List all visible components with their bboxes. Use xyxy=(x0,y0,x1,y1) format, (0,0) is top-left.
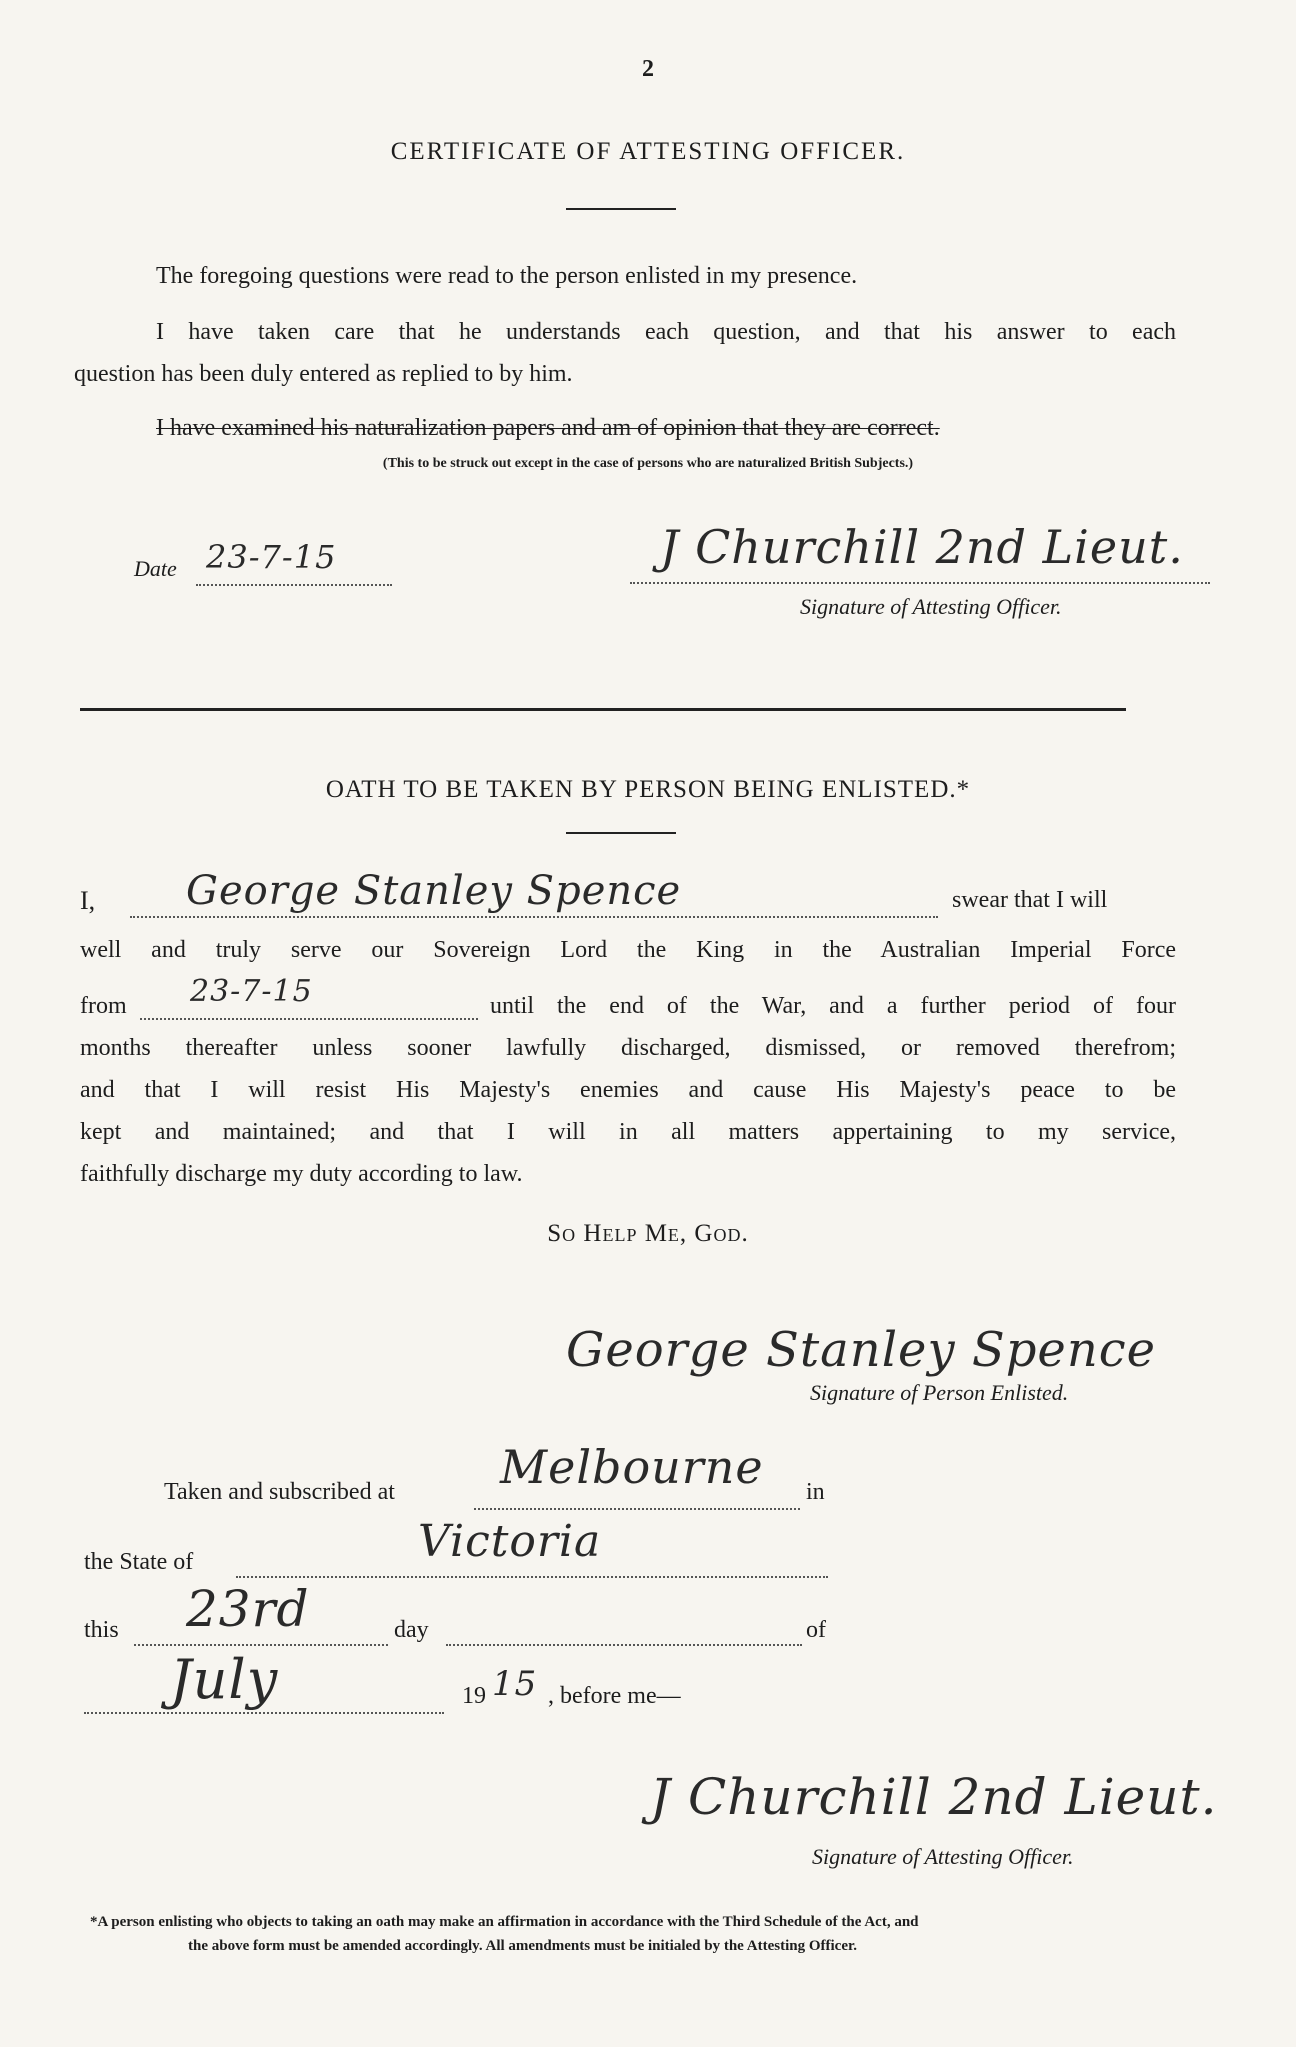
enlistee-name-line xyxy=(130,916,938,918)
month-value: July xyxy=(170,1648,279,1711)
oath-from-label: from xyxy=(80,993,127,1019)
title-divider xyxy=(566,208,676,210)
oath-i-label: I, xyxy=(80,886,96,915)
certificate-para2-line2: question has been duly entered as replied to by him. xyxy=(74,361,573,387)
footnote-line2: the above form must be amended accordingly. All amendments must be initialed by the Attesting Officer. xyxy=(188,1938,858,1954)
year-prefix: 19 xyxy=(462,1683,486,1709)
footnote-line1: *A person enlisting who objects to taking an oath may make an affirmation in accordance with the Third Schedule of the Act, and xyxy=(90,1914,919,1930)
date-label: Date xyxy=(134,556,177,581)
state-label: the State of xyxy=(84,1549,194,1575)
date-value: 23-7-15 xyxy=(206,538,337,576)
officer-signature-label-2: Signature of Attesting Officer. xyxy=(812,1844,1074,1869)
enlistee-signature-label: Signature of Person Enlisted. xyxy=(810,1380,1069,1405)
certificate-title: CERTIFICATE OF ATTESTING OFFICER. xyxy=(390,138,906,165)
certificate-para3-struck: I have examined his naturalization papers and am of opinion that they are correct. xyxy=(156,415,940,441)
enlistee-name: George Stanley Spence xyxy=(186,868,682,914)
certificate-para2-line1: I have taken care that he understands each question, and that his answer to each xyxy=(156,319,1176,345)
taken-label: Taken and subscribed at xyxy=(164,1479,395,1505)
officer-signature-line xyxy=(630,582,1210,584)
naturalization-note: (This to be struck out except in the case of persons who are naturalized British Subjects.) xyxy=(382,456,914,471)
oath-from-date: 23-7-15 xyxy=(190,974,313,1009)
oath-line6: kept and maintained; and that I will in all matters appertaining to my service, xyxy=(80,1119,1176,1145)
from-date-line xyxy=(140,1018,478,1020)
day-label: day xyxy=(394,1617,429,1643)
officer-signature-label: Signature of Attesting Officer. xyxy=(800,594,1062,619)
certificate-para1: The foregoing questions were read to the person enlisted in my presence. xyxy=(156,263,858,289)
year-suffix: 15 xyxy=(492,1664,538,1704)
enlistee-signature: George Stanley Spence xyxy=(566,1322,1157,1378)
in-label: in xyxy=(806,1479,825,1505)
section-separator xyxy=(80,708,1126,711)
date-line xyxy=(196,584,392,586)
oath-title: OATH TO BE TAKEN BY PERSON BEING ENLISTED.* xyxy=(325,776,971,803)
oath-line3-rest: until the end of the War, and a further period of four xyxy=(490,993,1176,1019)
oath-title-divider xyxy=(566,832,676,834)
month-line xyxy=(84,1712,444,1714)
before-me: , before me— xyxy=(548,1683,681,1709)
state-line xyxy=(236,1576,828,1578)
oath-closing: So Help Me, God. xyxy=(547,1220,749,1247)
officer-signature: J Churchill 2nd Lieut. xyxy=(660,520,1184,574)
state-value: Victoria xyxy=(418,1516,602,1567)
oath-line5: and that I will resist His Majesty's enemies and cause His Majesty's peace to be xyxy=(80,1077,1176,1103)
of-label: of xyxy=(806,1617,826,1643)
day-line xyxy=(134,1644,388,1646)
oath-swear: swear that I will xyxy=(952,887,1108,913)
month-span-line xyxy=(446,1644,802,1646)
place-value: Melbourne xyxy=(500,1440,764,1494)
this-label: this xyxy=(84,1617,119,1643)
page-number: 2 xyxy=(642,56,654,82)
officer-signature-2: J Churchill 2nd Lieut. xyxy=(650,1768,1218,1826)
oath-line7: faithfully discharge my duty according to law. xyxy=(80,1161,523,1187)
oath-line4: months thereafter unless sooner lawfully discharged, dismissed, or removed therefrom; xyxy=(80,1035,1176,1061)
place-line xyxy=(474,1508,800,1510)
oath-line2: well and truly serve our Sovereign Lord the King in the Australian Imperial Force xyxy=(80,937,1176,963)
day-value: 23rd xyxy=(186,1580,310,1638)
